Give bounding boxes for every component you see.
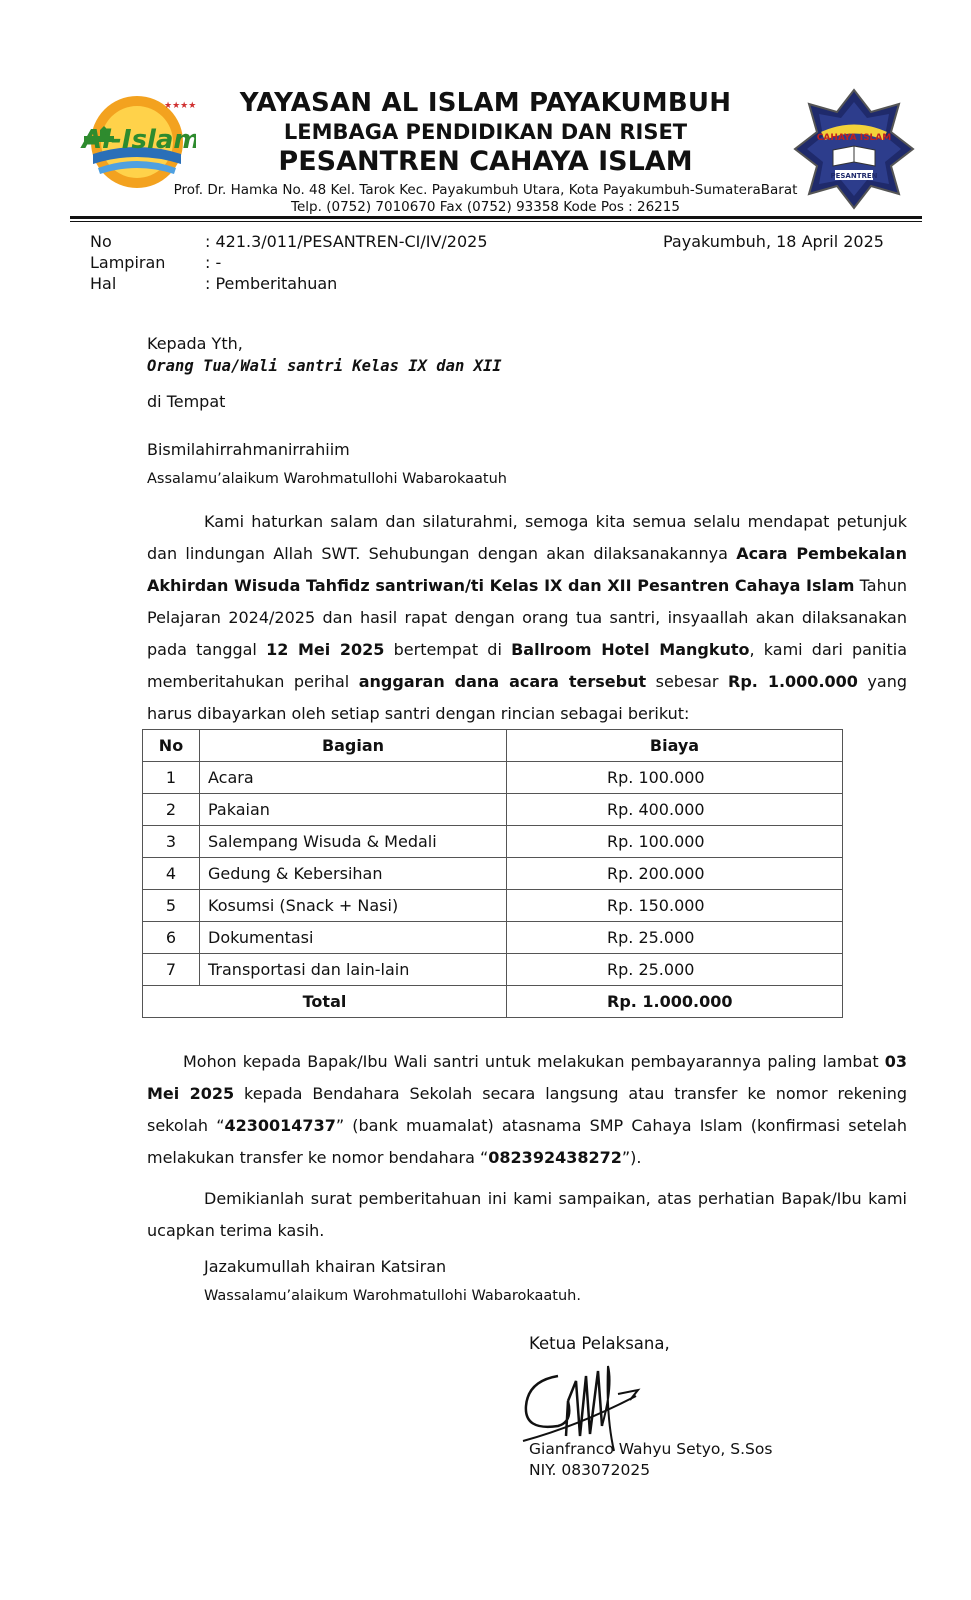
table-row <box>143 858 843 890</box>
meta-no-value: : 421.3/011/PESANTREN-CI/IV/2025 <box>205 232 488 251</box>
p2-text-2: kepada Bendahara Sekolah secara langsung atau transfer ke nomor rekening sekolah “ <box>147 1084 907 1135</box>
cell-biaya: Rp. 25.000 <box>507 954 843 986</box>
table-row <box>143 762 843 794</box>
p2-treasurer-phone: 082392438272 <box>488 1148 622 1167</box>
cell-bagian: Kosumsi (Snack + Nasi) <box>200 890 507 922</box>
cell-total-label: Total <box>143 986 507 1018</box>
cell-total-value: Rp. 1.000.000 <box>507 986 843 1018</box>
cell-no: 1 <box>143 762 200 794</box>
p1-text-4: , kami dari panitia memberitahukan perihal <box>147 640 908 691</box>
p2-account-number: 4230014737 <box>224 1116 336 1135</box>
recipient-kepada: Kepada Yth, <box>147 334 243 353</box>
cell-bagian: Pakaian <box>200 794 507 826</box>
recipient-place: di Tempat <box>147 392 226 411</box>
recipient-name: Orang Tua/Wali santri Kelas IX dan XII <box>147 357 502 375</box>
cost-table <box>142 729 843 1018</box>
p1-event-name: Acara Pembekalan Akhirdan Wisuda Tahfidz santriwan/ti Kelas IX dan XII Pesantren Cahaya Islam <box>147 544 907 595</box>
p1-budget-label: anggaran dana acara tersebut <box>358 672 647 691</box>
cell-biaya: Rp. 400.000 <box>507 794 843 826</box>
paragraph-intro <box>147 506 907 730</box>
cell-no: 6 <box>143 922 200 954</box>
header-rule-thick <box>70 216 922 219</box>
cell-biaya: Rp. 100.000 <box>507 762 843 794</box>
p1-budget-amount: Rp. 1.000.000 <box>728 672 858 691</box>
svg-text:★★★★: ★★★★ <box>164 101 196 111</box>
cell-bagian: Acara <box>200 762 507 794</box>
table-row <box>143 826 843 858</box>
header-address: Prof. Dr. Hamka No. 48 Kel. Tarok Kec. Payakumbuh Utara, Kota Payakumbuh-SumateraBarat <box>173 182 798 198</box>
cell-biaya: Rp. 200.000 <box>507 858 843 890</box>
cell-bagian: Dokumentasi <box>200 922 507 954</box>
org-name-pesantren: PESANTREN CAHAYA ISLAM <box>278 146 693 177</box>
p1-text-1: Kami haturkan salam dan silaturahmi, semoga kita semua selalu mendapat petunjuk dan lindungan Allah SWT. Sehubungan dengan akan dilaksanakannya <box>147 512 907 563</box>
greeting-bismillah: Bismilahirrahmanirrahiim <box>147 440 350 459</box>
cell-no: 7 <box>143 954 200 986</box>
cell-biaya: Rp. 100.000 <box>507 826 843 858</box>
th-bagian: Bagian <box>200 730 507 762</box>
table-row <box>143 890 843 922</box>
logo-right-sub: PESANTREN <box>830 172 878 180</box>
logo-right-text: CAHAYA ISLAM <box>816 133 892 143</box>
meta-lampiran-value: : - <box>205 253 222 272</box>
cell-no: 3 <box>143 826 200 858</box>
meta-lampiran-label: Lampiran <box>90 253 166 272</box>
letter-date: Payakumbuh, 18 April 2025 <box>663 232 884 251</box>
cell-bagian: Transportasi dan lain-lain <box>200 954 507 986</box>
p1-text-3: bertempat di <box>384 640 512 659</box>
paragraph-closing: Demikianlah surat pemberitahuan ini kami sampaikan, atas perhatian Bapak/Ibu kami ucapkan terima kasih. <box>147 1189 907 1240</box>
p2-text-4: ”). <box>621 1148 642 1167</box>
closing-salam: Wassalamu’alaikum Warohmatullohi Wabarokaatuh. <box>204 1288 581 1304</box>
p1-venue: Ballroom Hotel Mangkuto <box>511 640 750 659</box>
header-rule-thin <box>70 221 922 222</box>
meta-no-label: No <box>90 232 112 251</box>
cell-biaya: Rp. 150.000 <box>507 890 843 922</box>
p1-text-2: Tahun Pelajaran 2024/2025 dan hasil rapat dengan orang tua santri, insyaallah akan dilaksanakan pada tanggal <box>147 576 908 659</box>
table-header-row <box>143 730 843 762</box>
paragraph-payment <box>147 1046 907 1174</box>
th-biaya: Biaya <box>507 730 843 762</box>
signature-niy: NIY. 083072025 <box>529 1461 651 1479</box>
header-contact: Telp. (0752) 7010670 Fax (0752) 93358 Kode Pos : 26215 <box>291 199 680 215</box>
p2-deadline: 03 Mei 2025 <box>147 1052 907 1103</box>
cell-no: 5 <box>143 890 200 922</box>
meta-hal-value: : Pemberitahuan <box>205 274 338 293</box>
p1-text-5: sebesar <box>646 672 728 691</box>
table-row <box>143 954 843 986</box>
meta-hal-label: Hal <box>90 274 117 293</box>
table-row <box>143 922 843 954</box>
table-row <box>143 794 843 826</box>
cell-bagian: Salempang Wisuda & Medali <box>200 826 507 858</box>
org-name-lembaga: LEMBAGA PENDIDIKAN DAN RISET <box>283 120 688 144</box>
cell-no: 2 <box>143 794 200 826</box>
table-total-row <box>143 986 843 1018</box>
p1-event-date: 12 Mei 2025 <box>266 640 385 659</box>
cell-biaya: Rp. 25.000 <box>507 922 843 954</box>
th-no: No <box>143 730 200 762</box>
cell-bagian: Gedung & Kebersihan <box>200 858 507 890</box>
logo-left-text: Al-Islam <box>82 125 196 155</box>
cell-no: 4 <box>143 858 200 890</box>
signature-title: Ketua Pelaksana, <box>529 1334 670 1353</box>
closing-jazakum: Jazakumullah khairan Katsiran <box>204 1257 447 1276</box>
p2-text-3: ” (bank muamalat) atasnama SMP Cahaya Islam (konfirmasi setelah melakukan transfer ke nomor bendahara “ <box>147 1116 907 1167</box>
signature-name: Gianfranco Wahyu Setyo, S.Sos <box>529 1440 773 1458</box>
p2-text-1: Mohon kepada Bapak/Ibu Wali santri untuk melakukan pembayarannya paling lambat <box>183 1052 885 1071</box>
p1-text-6: yang harus dibayarkan oleh setiap santri dengan rincian sebagai berikut: <box>147 672 907 723</box>
org-name-yayasan: YAYASAN AL ISLAM PAYAKUMBUH <box>239 88 732 118</box>
greeting-salam: Assalamu’alaikum Warohmatullohi Wabarokaatuh <box>147 471 507 487</box>
